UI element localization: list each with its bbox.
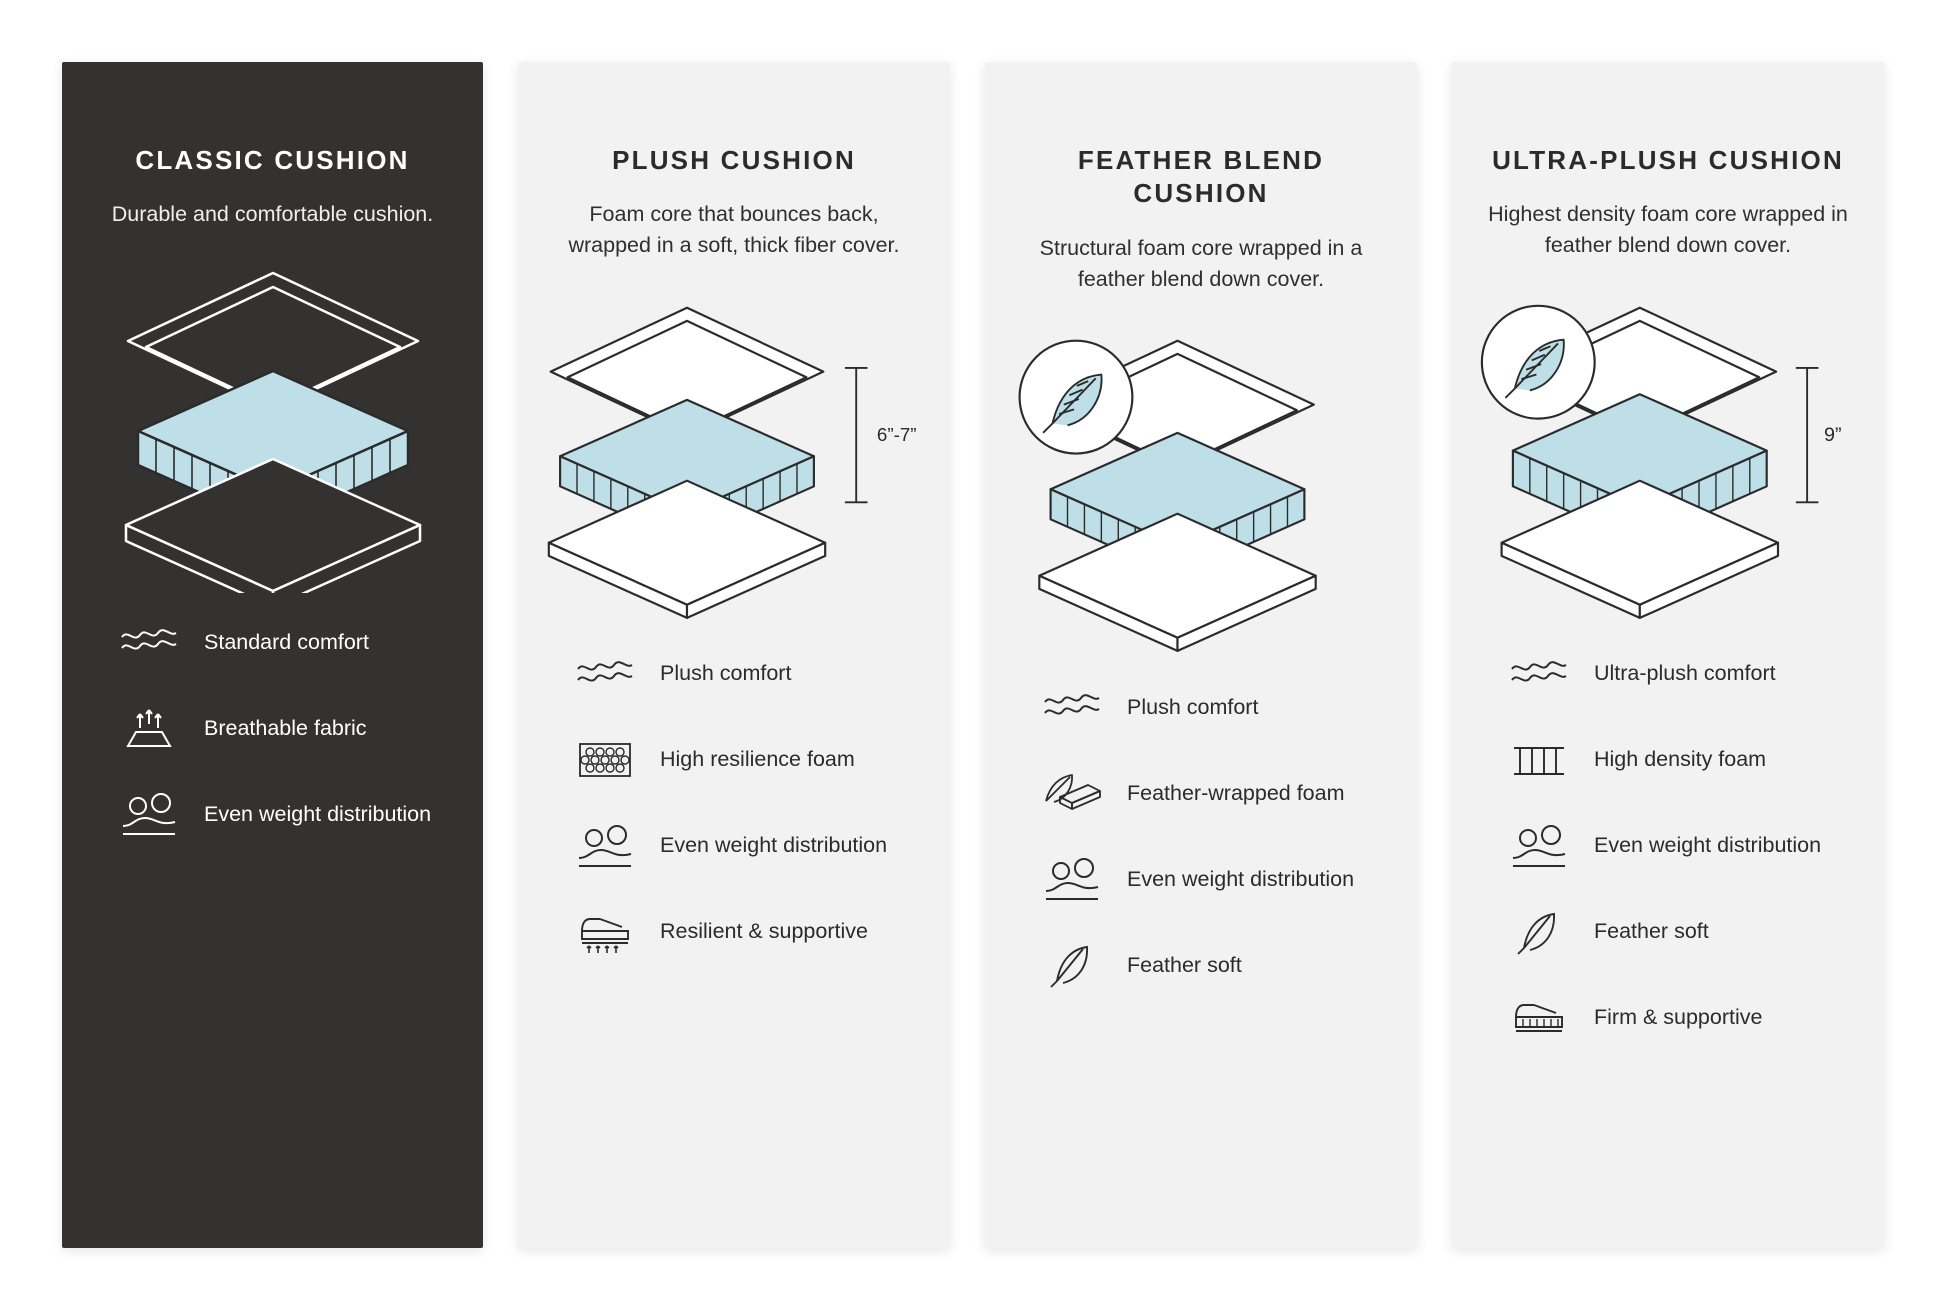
breathable-fabric-icon	[118, 702, 180, 754]
card-title: CLASSIC CUSHION	[135, 145, 410, 175]
feature-label: Standard comfort	[204, 630, 369, 655]
feature-label: Feather soft	[1594, 919, 1709, 944]
honeycomb-foam-icon	[574, 734, 636, 786]
firm-support-icon	[1508, 992, 1570, 1044]
feature-item	[1041, 765, 1367, 821]
even-weight-distribution-icon	[574, 820, 636, 872]
feature-item	[574, 818, 900, 874]
exploded-cushion-diagram	[1480, 290, 1856, 630]
exploded-cushion-diagram	[546, 290, 922, 630]
cushion-card-ultra-plush[interactable]	[1452, 62, 1884, 1248]
cushion-illustration-plush	[546, 280, 922, 640]
high-density-foam-icon	[1508, 734, 1570, 786]
feather-wrapped-foam-icon	[1041, 767, 1103, 819]
dimension-label: 9”	[1824, 423, 1842, 446]
feather-icon	[1508, 906, 1570, 958]
feature-label: Feather soft	[1127, 952, 1242, 977]
feature-item	[1508, 818, 1834, 874]
feature-item	[1041, 851, 1367, 907]
card-description: Highest density foam core wrapped in feather blend down cover.	[1488, 202, 1848, 258]
feature-label: Firm & supportive	[1594, 1005, 1763, 1030]
feature-item	[1041, 679, 1367, 735]
cushion-illustration-ultra-plush	[1480, 280, 1856, 640]
feature-label: Even weight distribution	[660, 833, 888, 858]
card-description: Durable and comfortable cushion.	[111, 202, 434, 227]
feather-icon	[1041, 939, 1103, 991]
feature-label: Even weight distribution	[1127, 866, 1355, 891]
feature-item	[1508, 646, 1834, 702]
feature-label: Even weight distribution	[204, 802, 432, 827]
card-title: ULTRA-PLUSH CUSHION	[1492, 145, 1844, 175]
feature-item	[574, 646, 900, 702]
wave-comfort-icon	[574, 648, 636, 700]
feature-list	[546, 646, 922, 990]
card-title: PLUSH CUSHION	[612, 145, 856, 175]
exploded-cushion-diagram	[108, 263, 438, 593]
even-weight-distribution-icon	[1041, 853, 1103, 905]
feature-label: Breathable fabric	[204, 716, 367, 741]
feature-item	[118, 786, 433, 842]
wave-comfort-icon	[1041, 681, 1103, 733]
feature-item	[1041, 937, 1367, 993]
feature-item	[1508, 904, 1834, 960]
feature-label: Plush comfort	[1127, 694, 1259, 719]
feature-label: Plush comfort	[660, 661, 792, 686]
card-title: FEATHER BLEND CUSHION	[1077, 145, 1325, 209]
cushion-card-plush[interactable]	[518, 62, 950, 1248]
resilient-support-icon	[574, 906, 636, 958]
card-description: Foam core that bounces back, wrapped in a soft, thick fiber cover.	[568, 202, 900, 258]
even-weight-distribution-icon	[1508, 820, 1570, 872]
feature-list	[1013, 679, 1389, 1023]
feature-item	[118, 614, 433, 670]
feature-item	[574, 732, 900, 788]
dimension-label: 6”-7”	[876, 423, 917, 445]
even-weight-distribution-icon	[118, 788, 180, 840]
feature-label: Ultra-plush comfort	[1594, 661, 1776, 686]
feature-item	[1508, 732, 1834, 788]
cushion-card-feather-blend[interactable]	[985, 62, 1417, 1248]
card-description: Structural foam core wrapped in a feather blend down cover.	[1039, 235, 1363, 291]
wave-comfort-icon	[1508, 648, 1570, 700]
feature-list	[1480, 646, 1856, 1076]
cushion-illustration-feather-blend	[1013, 313, 1389, 673]
feature-label: High density foam	[1594, 747, 1767, 772]
feature-label: Feather-wrapped foam	[1127, 780, 1345, 805]
feature-item	[1508, 990, 1834, 1046]
feature-label: Even weight distribution	[1594, 833, 1822, 858]
feature-item	[118, 700, 433, 756]
feature-item	[574, 904, 900, 960]
feature-label: Resilient & supportive	[660, 919, 868, 944]
feature-label: High resilience foam	[660, 747, 855, 772]
exploded-cushion-diagram	[1013, 323, 1389, 663]
wave-comfort-icon	[118, 616, 180, 668]
feature-list	[90, 614, 455, 872]
cushion-illustration-classic	[90, 248, 455, 608]
cushion-card-classic[interactable]	[62, 62, 483, 1248]
